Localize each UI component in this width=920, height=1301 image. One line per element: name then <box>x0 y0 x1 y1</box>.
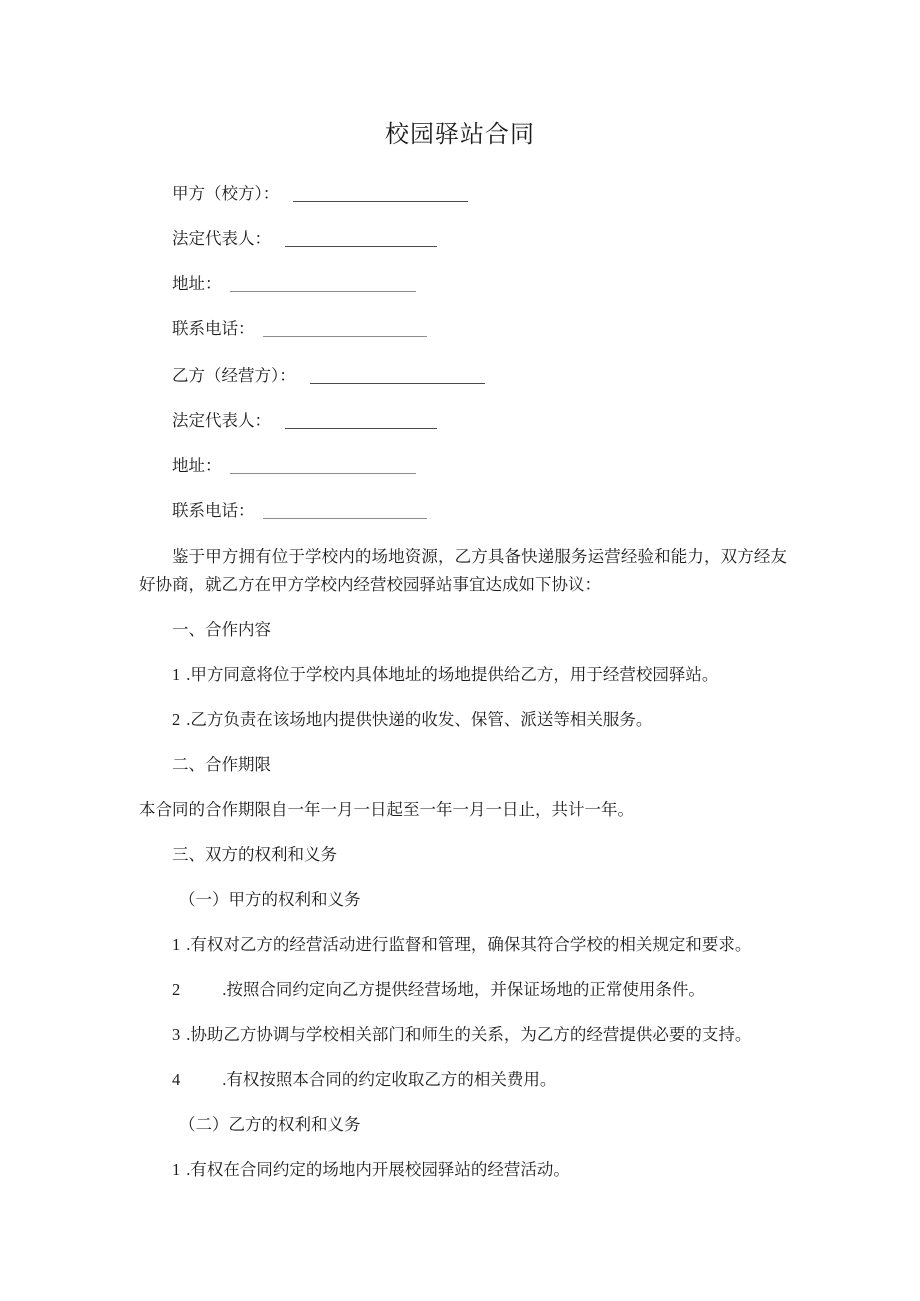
field-row <box>172 364 772 409</box>
item-number: 2 <box>172 980 181 999</box>
list-item <box>172 976 787 1004</box>
field-row <box>172 409 772 454</box>
field-label: 地址： <box>172 274 222 293</box>
item-text: .乙方负责在该场地内提供快递的收发、保管、派送等相关服务。 <box>186 710 653 729</box>
subsection-heading: （一）甲方的权利和义务 <box>179 890 361 909</box>
item-number: 1 <box>172 935 181 954</box>
fill-in-rule[interactable] <box>293 182 468 202</box>
field-row <box>172 272 772 317</box>
item-text: .有权按照本合同的约定收取乙方的相关费用。 <box>222 1070 557 1089</box>
item-text: .有权在合同约定的场地内开展校园驿站的经营活动。 <box>186 1160 570 1179</box>
fill-in-rule[interactable] <box>230 454 416 474</box>
fill-in-rule[interactable] <box>285 409 437 429</box>
list-item <box>172 661 787 689</box>
party-a-fields <box>172 182 772 362</box>
field-label: 联系电话： <box>172 319 255 338</box>
item-number: 1 <box>172 1160 181 1179</box>
item-text: .协助乙方协调与学校相关部门和师生的关系，为乙方的经营提供必要的支持。 <box>186 1025 752 1044</box>
field-label: 地址： <box>172 456 222 475</box>
section-paragraph: 本合同的合作期限自一年一月一日起至一年一月一日止，共计一年。 <box>139 800 634 819</box>
field-label: 乙方（经营方）： <box>172 366 296 385</box>
item-number: 4 <box>172 1070 181 1089</box>
field-label: 法定代表人： <box>172 229 271 248</box>
field-row <box>172 499 772 544</box>
field-label: 甲方（校方）： <box>172 184 280 203</box>
field-row <box>172 317 772 362</box>
section-heading: 二、合作期限 <box>172 755 271 774</box>
fill-in-rule[interactable] <box>263 499 427 519</box>
item-number: 2 <box>172 710 181 729</box>
fill-in-rule[interactable] <box>310 364 485 384</box>
list-item <box>172 1021 787 1049</box>
field-row <box>172 182 772 227</box>
document-body <box>139 543 787 1184</box>
field-row <box>172 454 772 499</box>
field-label: 法定代表人： <box>172 411 271 430</box>
subsection-heading: （二）乙方的权利和义务 <box>179 1115 361 1134</box>
section-heading: 一、合作内容 <box>172 620 271 639</box>
section-heading: 三、双方的权利和义务 <box>172 845 337 864</box>
list-item <box>172 1066 787 1094</box>
party-b-fields <box>172 364 772 544</box>
fill-in-rule[interactable] <box>263 317 427 337</box>
field-label: 联系电话： <box>172 501 255 520</box>
fill-in-rule[interactable] <box>230 272 416 292</box>
item-number: 3 <box>172 1025 181 1044</box>
page-title: 校园驿站合同 <box>385 122 535 148</box>
item-text: .按照合同约定向乙方提供经营场地，并保证场地的正常使用条件。 <box>222 980 705 999</box>
list-item <box>172 931 787 959</box>
fill-in-rule[interactable] <box>285 227 437 247</box>
item-text: .有权对乙方的经营活动进行监督和管理，确保其符合学校的相关规定和要求。 <box>186 935 752 954</box>
list-item <box>172 706 787 734</box>
item-number: 1 <box>172 665 181 684</box>
preamble-paragraph: 鉴于甲方拥有位于学校内的场地资源，乙方具备快递服务运营经验和能力，双方经友好协商，就乙方在甲方学校内经营校园驿站事宜达成如下协议： <box>139 547 787 594</box>
field-row <box>172 227 772 272</box>
item-text: .甲方同意将位于学校内具体地址的场地提供给乙方，用于经营校园驿站。 <box>186 665 719 684</box>
list-item <box>172 1156 787 1184</box>
